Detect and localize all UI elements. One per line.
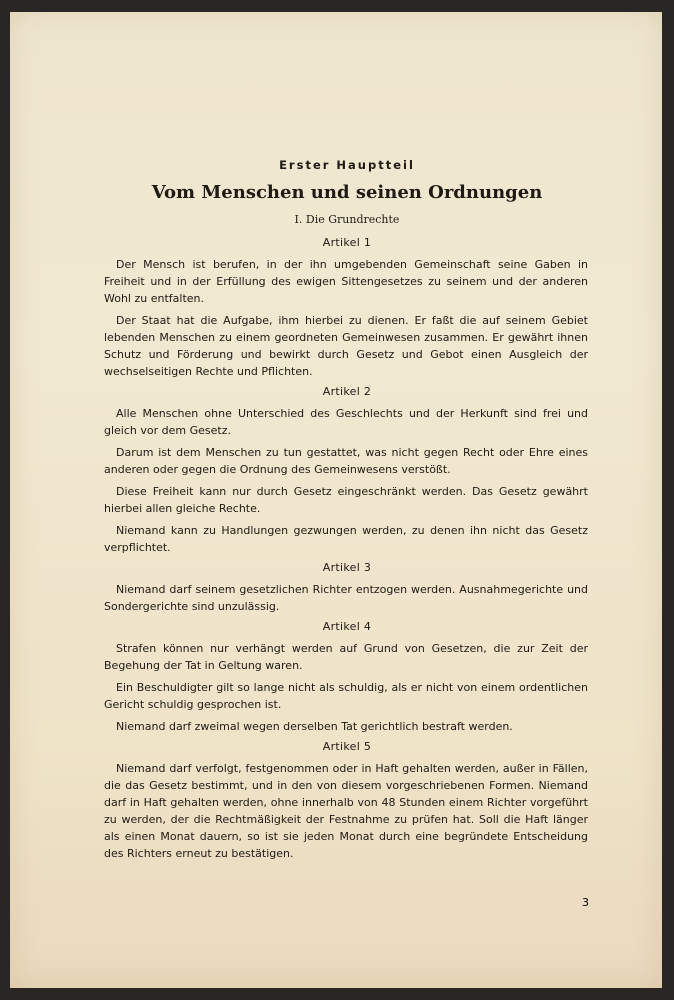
- article-4: [106, 620, 588, 735]
- article-paragraph: Niemand darf zweimal wegen derselben Tat gerichtlich bestraft werden.: [116, 720, 513, 733]
- page-title: Vom Menschen und seinen Ordnungen: [151, 182, 543, 203]
- article-heading: Artikel 2: [322, 385, 372, 398]
- article-paragraph: Darum ist dem Menschen zu tun gestattet, was nicht gegen Recht oder Ehre eines anderen oder gegen die Ordnung des Gemeinwesens verstößt.: [104, 446, 588, 476]
- section-heading: I. Die Grundrechte: [294, 213, 400, 226]
- article-1: [106, 236, 588, 380]
- document-page: [10, 12, 662, 988]
- article-3: [106, 561, 588, 615]
- article-paragraph: Niemand darf seinem gesetzlichen Richter entzogen werden. Ausnahmegerichte und Sondergerichte sind unzulässig.: [104, 583, 588, 613]
- article-heading: Artikel 1: [322, 236, 372, 249]
- article-5: [106, 740, 588, 862]
- article-2: [106, 385, 588, 556]
- article-heading: Artikel 4: [322, 620, 372, 633]
- article-paragraph: Strafen können nur verhängt werden auf Grund von Gesetzen, die zur Zeit der Begehung der Tat in Geltung waren.: [104, 642, 588, 672]
- article-heading: Artikel 3: [322, 561, 372, 574]
- article-paragraph: Niemand darf verfolgt, festgenommen oder in Haft gehalten werden, außer in Fällen, die das Gesetz bestimmt, und in den von diesem vorgeschriebenen Formen. Niemand darf in Haft gehalten werden, ohne innerhalb von 48 Stunden einem Richter vorgeführt zu werden, der die Rechtmäßigkeit der Festnahme zu prüfen hat. Soll die Haft länger als einen Monat dauern, so ist sie jeden Monat durch eine begründete Entscheidung des Richters erneut zu bestätigen.: [104, 762, 588, 860]
- part-label: Erster Hauptteil: [279, 158, 415, 172]
- page-content: [106, 158, 588, 867]
- article-paragraph: Der Staat hat die Aufgabe, ihm hierbei zu dienen. Er faßt die auf seinem Gebiet lebenden Menschen zu einem geordneten Gemeinwesen zusammen. Er gewährt ihnen Schutz und Förderung und bewirkt durch Gesetz und Gebot einen Ausgleich der wechselseitigen Rechte und Pflichten.: [104, 314, 588, 378]
- article-paragraph: Niemand kann zu Handlungen gezwungen werden, zu denen ihn nicht das Gesetz verpflichtet.: [104, 524, 588, 554]
- article-heading: Artikel 5: [322, 740, 372, 753]
- page-number: 3: [582, 896, 589, 909]
- article-paragraph: Ein Beschuldigter gilt so lange nicht als schuldig, als er nicht von einem ordentlichen Gericht schuldig gesprochen ist.: [104, 681, 588, 711]
- article-paragraph: Der Mensch ist berufen, in der ihn umgebenden Gemeinschaft seine Gaben in Freiheit und in der Erfüllung des ewigen Sittengesetzes zu seinem und der anderen Wohl zu entfalten.: [104, 258, 588, 305]
- article-paragraph: Diese Freiheit kann nur durch Gesetz eingeschränkt werden. Das Gesetz gewährt hierbei allen gleiche Rechte.: [104, 485, 588, 515]
- article-paragraph: Alle Menschen ohne Unterschied des Geschlechts und der Herkunft sind frei und gleich vor dem Gesetz.: [104, 407, 588, 437]
